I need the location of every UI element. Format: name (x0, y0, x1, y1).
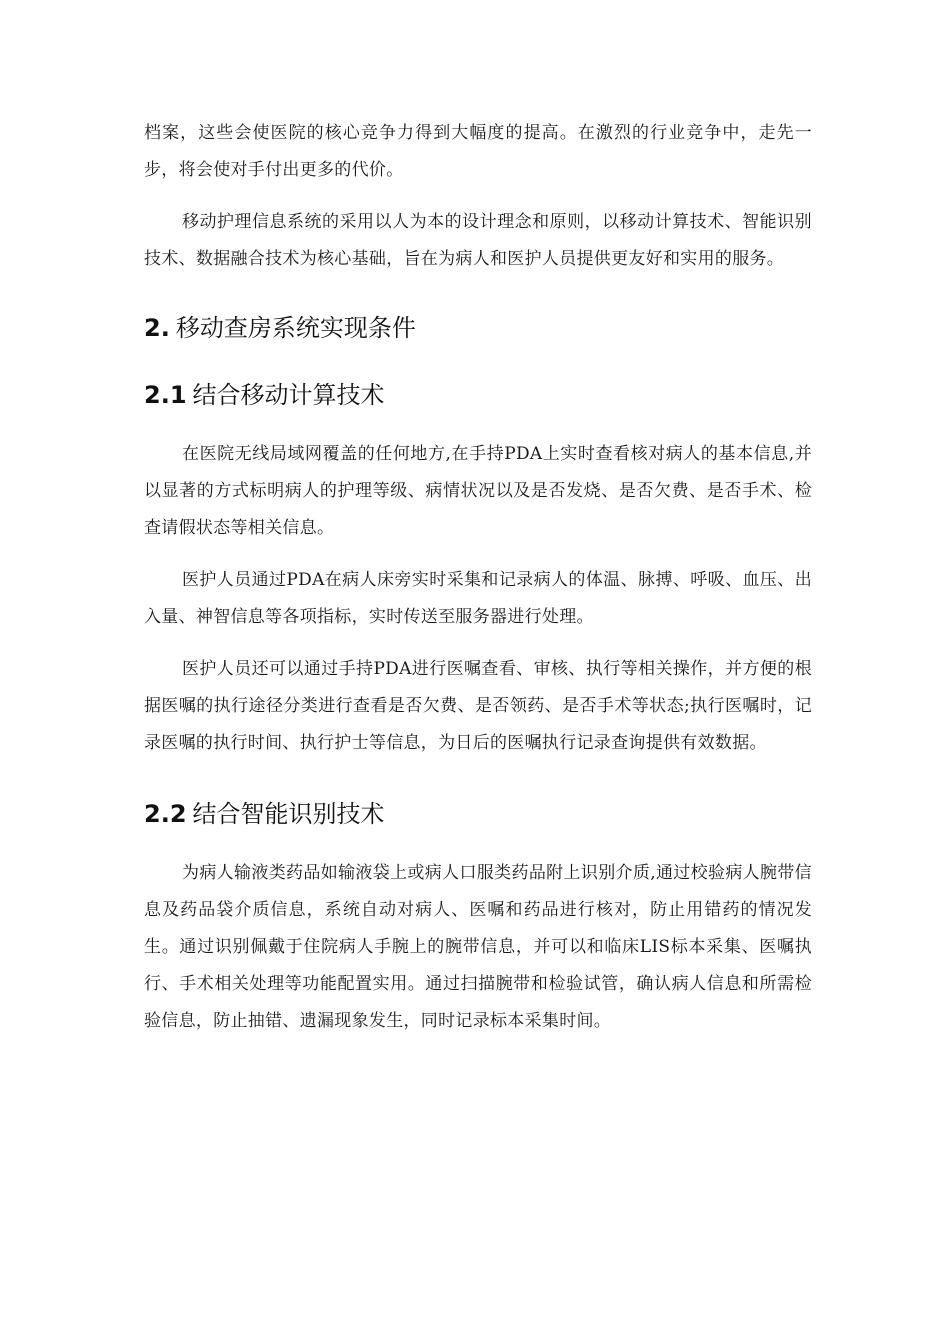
section-2-2-title: 结合智能识别技术 (192, 800, 385, 828)
section-2-title: 移动查房系统实现条件 (175, 314, 416, 342)
paragraph-2-2-a: 为病人输液类药品如输液袋上或病人口服类药品附上识别介质,通过校验病人腕带信息及药品袋介质信息，系统自动对病人、医嘱和药品进行核对，防止用错药的情况发生。通过识别佩戴于住院病人手腕上的腕带信息，并可以和临床LIS标本采集、医嘱执行、手术相关处理等功能配置实用。通过扫描腕带和检验试管，确认病人信息和所需检验信息，防止抽错、遗漏现象发生，同时记录标本采集时间。 (144, 863, 812, 1031)
section-2-heading (144, 308, 812, 343)
document-page (144, 115, 812, 1040)
section-2-2-number: 2.2 (144, 800, 187, 828)
paragraph-2-1-a: 在医院无线局域网覆盖的任何地方,在手持PDA上实时查看核对病人的基本信息,并以显著的方式标明病人的护理等级、病情状况以及是否发烧、是否欠费、是否手术、检查请假状态等相关信息。 (144, 444, 812, 538)
paragraph-2-1-b: 医护人员通过PDA在病人床旁实时采集和记录病人的体温、脉搏、呼吸、血压、出入量、神智信息等各项指标，实时传送至服务器进行处理。 (144, 570, 812, 627)
paragraph-continuation: 档案，这些会使医院的核心竞争力得到大幅度的提高。在激烈的行业竞争中，走先一步，将会使对手付出更多的代价。 (144, 123, 812, 180)
section-2-1-title: 结合移动计算技术 (192, 381, 385, 409)
paragraph-2-1-c: 医护人员还可以通过手持PDA进行医嘱查看、审核、执行等相关操作，并方便的根据医嘱的执行途径分类进行查看是否欠费、是否领药、是否手术等状态;执行医嘱时，记录医嘱的执行时间、执行护士等信息，为日后的医嘱执行记录查询提供有效数据。 (144, 659, 812, 753)
section-2-1-heading (144, 375, 812, 410)
paragraph-system-intro: 移动护理信息系统的采用以人为本的设计理念和原则，以移动计算技术、智能识别技术、数据融合技术为核心基础，旨在为病人和医护人员提供更友好和实用的服务。 (144, 212, 812, 269)
section-2-number: 2. (144, 314, 170, 342)
section-2-1-number: 2.1 (144, 381, 187, 409)
section-2-2-heading (144, 794, 812, 829)
